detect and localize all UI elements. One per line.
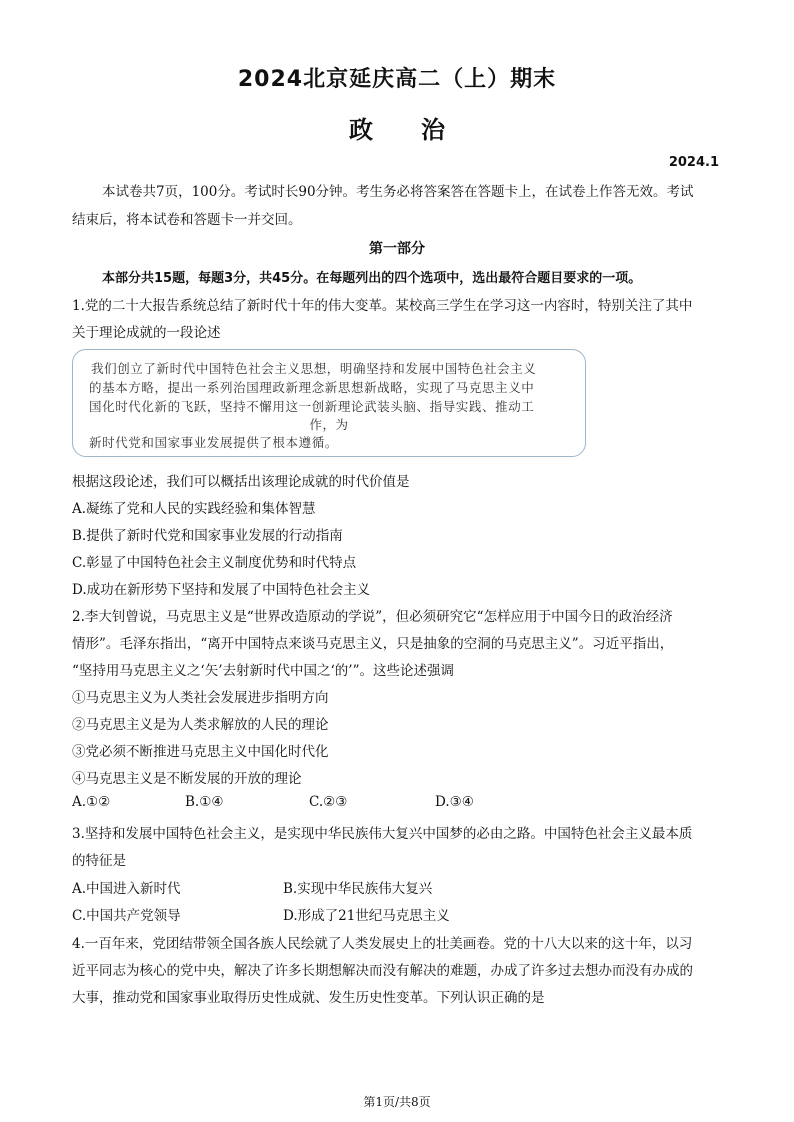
q1-option-d: D.成功在新形势下坚持和发展了中国特色社会主义 <box>72 582 371 598</box>
q2-item-2: ②马克思主义是为人类求解放的人民的理论 <box>72 717 329 733</box>
q4-stem-line-1: 4.一百年来，党团结带领全国各族人民绘就了人类发展史上的壮美画卷。党的十八大以来的这十年，以习 <box>72 936 693 952</box>
exam-date: 2024.1 <box>668 155 719 170</box>
quote-line: 新时代党和国家事业发展提供了根本遵循。 <box>89 435 338 450</box>
q3-option-c: C.中国共产党领导 <box>72 908 181 924</box>
q1-stem-line-1: 1.党的二十大报告系统总结了新时代十年的伟大变革。某校高三学生在学习这一内容时，特别关注了其中 <box>72 298 693 314</box>
q1-ask: 根据这段论述，我们可以概括出该理论成就的时代价值是 <box>72 474 410 490</box>
q3-option-b: B.实现中华民族伟大复兴 <box>283 881 433 897</box>
q1-stem-line-2: 关于理论成就的一段论述 <box>72 325 221 341</box>
quote-line: 我们创立了新时代中国特色社会主义思想，明确坚持和发展中国特色社会主义 <box>91 361 537 376</box>
q2-option-c: C.②③ <box>309 794 348 810</box>
exam-title: 2024北京延庆高二（上）期末 <box>237 67 557 92</box>
q3-stem-line-2: 的特征是 <box>72 853 126 869</box>
q2-option-d: D.③④ <box>435 794 474 810</box>
q2-item-1: ①马克思主义为人类社会发展进步指明方向 <box>72 690 329 706</box>
instructions-line-2: 结束后，将本试卷和答题卡一并交回。 <box>72 212 302 228</box>
q1-option-a: A.凝练了党和人民的实践经验和集体智慧 <box>72 501 316 517</box>
q2-option-b: B.①④ <box>185 794 224 810</box>
page-footer: 第1页/共8页 <box>363 1095 431 1109</box>
q4-stem-line-2: 近平同志为核心的党中央，解决了许多长期想解决而没有解决的难题，办成了许多过去想办而没有办成的 <box>72 963 693 979</box>
q2-option-a: A.①② <box>72 794 111 810</box>
q2-stem-line-3: “坚持用马克思主义之‘矢’去射新时代中国之‘的’”。这些论述强调 <box>72 663 454 679</box>
quote-line: 国化时代化新的飞跃，坚持不懈用这一创新理论武装头脑、指导实践、推动工 <box>89 399 535 414</box>
q3-option-d: D.形成了21世纪马克思主义 <box>283 908 450 924</box>
subject-title: 政治 <box>349 116 493 144</box>
instructions-line-1: 本试卷共7页，100分。考试时长90分钟。考生务必将答案答在答题卡上，在试卷上作答无效。考试 <box>102 184 694 200</box>
q2-item-4: ④马克思主义是不断发展的开放的理论 <box>72 771 302 787</box>
quote-line: 的基本方略，提出一系列治国理政新理念新思想新战略，实现了马克思主义中 <box>89 380 535 395</box>
q2-stem-line-2: 情形”。毛泽东指出，“离开中国特点来谈马克思主义，只是抽象的空洞的马克思主义”。习近平指出， <box>72 636 674 652</box>
q1-option-b: B.提供了新时代党和国家事业发展的行动指南 <box>72 528 343 544</box>
q1-option-c: C.彰显了中国特色社会主义制度优势和时代特点 <box>72 555 357 571</box>
q2-stem-line-1: 2.李大钊曾说，马克思主义是“世界改造原动的学说”，但必须研究它“怎样应用于中国今日的政治经济 <box>72 609 673 625</box>
q1-quote-box <box>72 349 586 457</box>
q3-option-a: A.中国进入新时代 <box>72 881 181 897</box>
q2-item-3: ③党必须不断推进马克思主义中国化时代化 <box>72 744 329 760</box>
q3-stem-line-1: 3.坚持和发展中国特色社会主义，是实现中华民族伟大复兴中国梦的必由之路。中国特色社会主义最本质 <box>72 826 693 842</box>
section-title: 第一部分 <box>369 241 425 257</box>
quote-line: 作，为 <box>309 417 349 432</box>
q4-stem-line-3: 大事，推动党和国家事业取得历史性成就、发生历史性变革。下列认识正确的是 <box>72 990 545 1006</box>
section-description: 本部分共15题，每题3分，共45分。在每题列出的四个选项中，选出最符合题目要求的一项。 <box>102 271 642 286</box>
